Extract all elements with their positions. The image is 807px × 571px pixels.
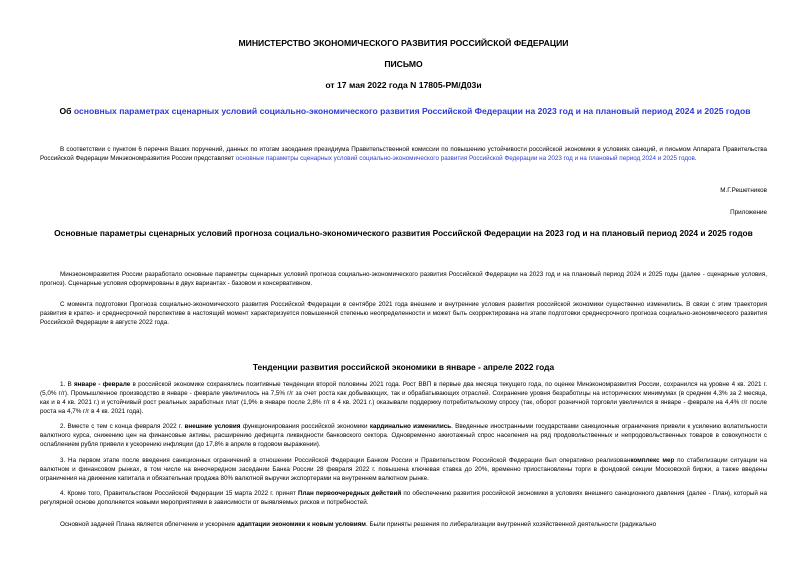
subject-link[interactable]: основных параметрах сценарных условий социально-экономического развития Российской Федерации на 2023 год и на плановый период 2024 и 2025 годов [73, 106, 751, 116]
signature: М.Г.Решетников [720, 187, 767, 194]
document-type: ПИСЬМО [384, 59, 423, 69]
item2-text-c: функционирования российской экономики [240, 423, 370, 430]
item2-bold-2: кардинально изменились [369, 423, 452, 430]
document-subject [40, 106, 770, 116]
item5-bold: адаптации экономики к новым условиям [237, 521, 366, 528]
item1-text-c: в российской экономике сохранялись позитивные тенденции второй половины 2021 года. Рост ВВП в первые два месяца текущего года, по оценке Минэкономразвития России, сохранился на уровне 4 кв. 2021 г. (5,0% г/г). Промышленное производство в январе - феврале увеличилось на 7,5% г/г за счет роста как добывающих, так и обрабатывающих отраслей. Сохранение уровня безработицы на исторических минимумах (в среднем 4,3% за 2 месяца, как и в 4 кв. 2021 г.) и устойчивый рост реальных заработных плат (1,9% в январе после 2,8% г/г в 4 кв. 2021 г.) оказывали поддержку потребительскому спросу (так, оборот розничной торговли увеличился в январе - феврале на 4,4% г/г после роста на 4,7% г/г в 4 кв. 2021 года). [40, 381, 767, 415]
section-item-4 [40, 489, 767, 507]
attachment-label: Приложение [730, 209, 767, 216]
item2-text-a: 2. Вместе с тем с конца февраля 2022 г. [60, 423, 185, 430]
appendix-title: Основные параметры сценарных условий прогноза социально-экономического развития Российской Федерации на 2023 год и на плановый период 2024 и 2025 годов [54, 228, 753, 238]
item1-text-a: 1. В [60, 381, 74, 388]
section-item-1 [40, 380, 767, 416]
item5-text-c: . Были приняты решения по либерализации внутренней хозяйственной деятельности (радикально [365, 521, 657, 528]
letter-body [40, 145, 767, 163]
item5-text-a: Основной задачей Плана является облегчение и ускорение [60, 521, 238, 528]
ministry-heading: МИНИСТЕРСТВО ЭКОНОМИЧЕСКОГО РАЗВИТИЯ РОССИЙСКОЙ ФЕДЕРАЦИИ [238, 38, 569, 48]
section-item-5 [40, 520, 767, 529]
subject-prefix: Об [59, 106, 74, 116]
item2-bold-1: внешние условия [184, 423, 241, 430]
item3-text-c: по стабилизации ситуации на валютном и финансовом рынках, в том числе на внеочередном заседании Банка России 28 февраля 2022 г. повышена ключевая ставка до 20%, временно приостановлены торги в фондовой секции Московской биржи, а также введены ограничения на движение капитала и обязательная продажа 80% валютной выручки экспортерами на внутреннем валютном рынке. [40, 457, 767, 482]
item3-bold: комплекс мер [630, 457, 675, 464]
appendix-paragraph-2: С момента подготовки Прогноза социально-экономического развития Российской Федерации в сентябре 2021 года внешние и внутренние условия развития российской экономики существенно изменились. В связи с этим траектория развития в кратко- и среднесрочной перспективе в настоящий момент характеризуется повышенной степенью неопределенности и может быть скорректирована на этапе подготовки среднесрочного прогноза социально-экономического развития Российской Федерации в августе 2022 года. [40, 301, 767, 326]
section-item-2 [40, 422, 767, 449]
item4-text-a: 4. Кроме того, Правительством Российской Федерации 15 марта 2022 г. принят [60, 490, 298, 497]
item2-text-e: . Введенные иностранными государствами санкционные ограничения привели к усилению волатильности валютного курса, снижению цен на финансовые активы, расширению дефицита ликвидности банковского сектора. Одновременно ажиотажный спрос населения на ряд продовольственных и непродовольственных товаров в совокупности с ослаблением рубля привели к ускорению инфляции (до 17,8% в апреле в годовом выражении). [40, 423, 767, 448]
letter-body-link[interactable]: основные параметры сценарных условий социально-экономического развития Российской Федерации на 2023 год и на плановый период 2024 и 2025 годов [235, 155, 695, 162]
item3-text-a: 3. На первом этапе после введения санкционных ограничений в отношении Российской Федерации Банком России и Правительством Российской Федерации был оперативно реализован [60, 457, 631, 464]
item1-bold: январе - феврале [73, 381, 131, 388]
appendix-paragraph-1: Минэкономразвития России разработало основные параметры сценарных условий прогноза социально-экономического развития Российской Федерации на 2023 год и на плановый период 2024 и 2025 годы (далее - сценарные условия, прогноз). Сценарные условия сформированы в двух вариантах - базовом и консервативном. [40, 271, 767, 287]
letter-body-end: . [694, 155, 697, 162]
item4-bold: План первоочередных действий [297, 490, 402, 497]
section-item-3 [40, 456, 767, 483]
document-date-number: от 17 мая 2022 года N 17805-РМ/Д03и [325, 80, 482, 90]
letter-body-start: В соответствии с пунктом 6 перечня Ваших поручений, данных по итогам заседания президиума Правительственной комиссии по повышению устойчивости российской экономики в условиях санкций, и письмом Аппарата Правительства Российской Федерации Минэкономразвития России представляет [40, 146, 767, 162]
item4-text-c: по обеспечению развития российской экономики в условиях внешнего санкционного давления (далее - План), который на регулярной основе дополняется новыми мероприятиями в зависимости от выявляемых рисков и потребностей. [40, 490, 768, 506]
section-title: Тенденции развития российской экономики в январе - апреле 2022 года [252, 362, 555, 372]
